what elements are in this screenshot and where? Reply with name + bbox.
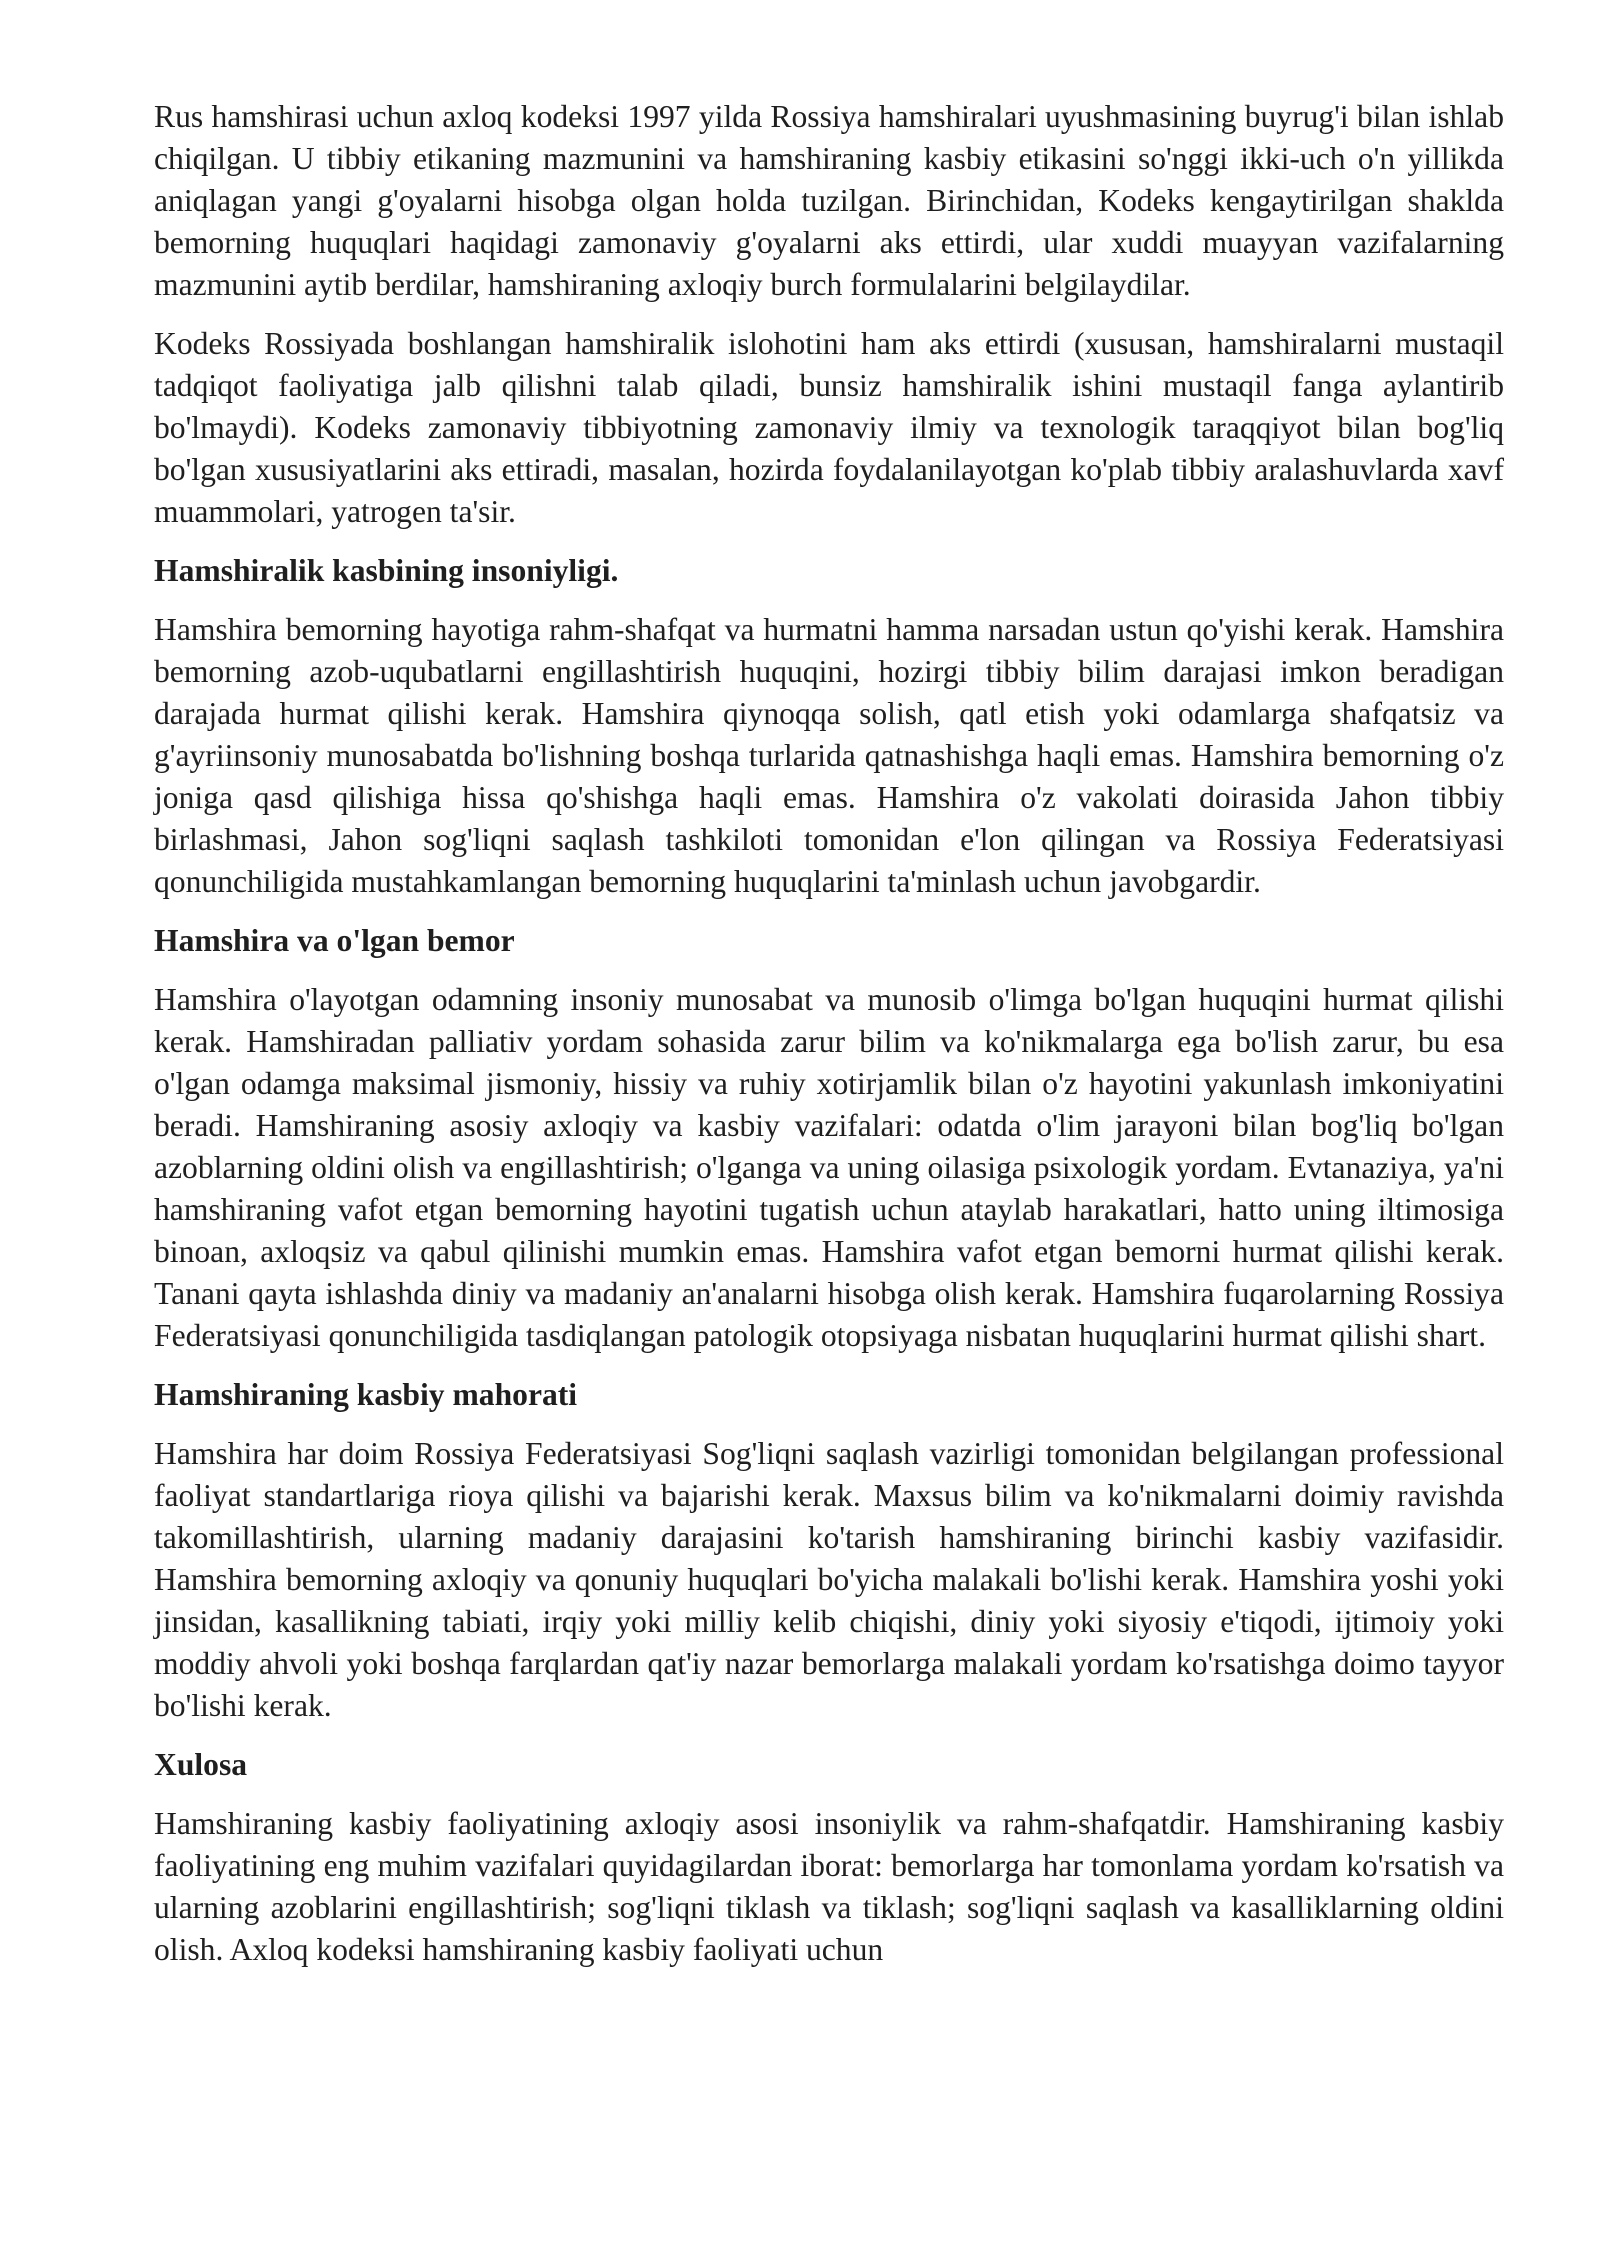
intro-paragraph-2: Kodeks Rossiyada boshlangan hamshiralik islohotini ham aks ettirdi (xususan, hamshiralarni mustaqil tadqiqot faoliyatiga jalb qilishni talab qiladi, bunsiz hamshiralik ishini mustaqil fanga aylantirib bo'lmaydi). Kodeks zamonaviy tibbiyotning zamonaviy ilmiy va texnologik taraqqiyot bilan bog'liq bo'lgan xususiyatlarini aks ettiradi, masalan, hozirda foydalanilayotgan ko'plab tibbiy aralashuvlarda xavf muammolari, yatrogen ta'sir.: [154, 326, 1504, 529]
document-body: [154, 96, 1504, 1971]
section-heading-humanity: Hamshiralik kasbining insoniyligi.: [154, 553, 619, 588]
intro-paragraph-1: Rus hamshirasi uchun axloq kodeksi 1997 yilda Rossiya hamshiralari uyushmasining buyrug'i bilan ishlab chiqilgan. U tibbiy etikaning mazmunini va hamshiraning kasbiy etikasini so'nggi ikki-uch o'n yillikda aniqlagan yangi g'oyalarni hisobga olgan holda tuzilgan. Birinchidan, Kodeks kengaytirilgan shaklda bemorning huquqlari haqidagi zamonaviy g'oyalarni aks ettirdi, ular xuddi muayyan vazifalarning mazmunini aytib berdilar, hamshiraning axloqiy burch formulalarini belgilaydilar.: [154, 99, 1504, 302]
section-heading-conclusion: Xulosa: [154, 1747, 248, 1782]
section-text-conclusion: Hamshiraning kasbiy faoliyatining axloqiy asosi insoniylik va rahm-shafqatdir. Hamshiraning kasbiy faoliyatining eng muhim vazifalari quyidagilardan iborat: bemorlarga har tomonlama yordam ko'rsatish va ularning azoblarini engillashtirish; sog'liqni tiklash va tiklash; sog'liqni saqlash va kasalliklarning oldini olish. Axloq kodeksi hamshiraning kasbiy faoliyati uchun: [154, 1806, 1504, 1967]
section-heading-professional-skill: Hamshiraning kasbiy mahorati: [154, 1377, 578, 1412]
section-text-dying-patient: Hamshira o'layotgan odamning insoniy munosabat va munosib o'limga bo'lgan huquqini hurmat qilishi kerak. Hamshiradan palliativ yordam sohasida zarur bilim va ko'nikmalarga ega bo'lish zarur, bu esa o'lgan odamga maksimal jismoniy, hissiy va ruhiy xotirjamlik bilan o'z hayotini yakunlash imkoniyatini beradi. Hamshiraning asosiy axloqiy va kasbiy vazifalari: odatda o'lim jarayoni bilan bog'liq bo'lgan azoblarning oldini olish va engillashtirish; o'lganga va uning oilasiga psixologik yordam. Evtanaziya, ya'ni hamshiraning vafot etgan bemorning hayotini tugatish uchun ataylab harakatlari, hatto uning iltimosiga binoan, axloqsiz va qabul qilinishi mumkin emas. Hamshira vafot etgan bemorni hurmat qilishi kerak. Tanani qayta ishlashda diniy va madaniy an'analarni hisobga olish kerak. Hamshira fuqarolarning Rossiya Federatsiyasi qonunchiligida tasdiqlangan patologik otopsiyaga nisbatan huquqlarini hurmat qilishi shart.: [154, 982, 1504, 1353]
section-heading-dying-patient: Hamshira va o'lgan bemor: [154, 923, 515, 958]
section-text-humanity: Hamshira bemorning hayotiga rahm-shafqat va hurmatni hamma narsadan ustun qo'yishi kerak. Hamshira bemorning azob-uqubatlarni engillashtirish huquqini, hozirgi tibbiy bilim darajasi imkon beradigan darajada hurmat qilishi kerak. Hamshira qiynoqqa solish, qatl etish yoki odamlarga shafqatsiz va g'ayriinsoniy munosabatda bo'lishning boshqa turlarida qatnashishga haqli emas. Hamshira bemorning o'z joniga qasd qilishiga hissa qo'shishga haqli emas. Hamshira o'z vakolati doirasida Jahon tibbiy birlashmasi, Jahon sog'liqni saqlash tashkiloti tomonidan e'lon qilingan va Rossiya Federatsiyasi qonunchiligida mustahkamlangan bemorning huquqlarini ta'minlash uchun javobgardir.: [154, 612, 1504, 899]
section-text-professional-skill: Hamshira har doim Rossiya Federatsiyasi Sog'liqni saqlash vazirligi tomonidan belgilangan professional faoliyat standartlariga rioya qilishi va bajarishi kerak. Maxsus bilim va ko'nikmalarni doimiy ravishda takomillashtirish, ularning madaniy darajasini ko'tarish hamshiraning birinchi kasbiy vazifasidir. Hamshira bemorning axloqiy va qonuniy huquqlari bo'yicha malakali bo'lishi kerak. Hamshira yoshi yoki jinsidan, kasallikning tabiati, irqiy yoki milliy kelib chiqishi, diniy yoki siyosiy e'tiqodi, ijtimoiy yoki moddiy ahvoli yoki boshqa farqlardan qat'iy nazar bemorlarga malakali yordam ko'rsatishga doimo tayyor bo'lishi kerak.: [154, 1436, 1504, 1723]
